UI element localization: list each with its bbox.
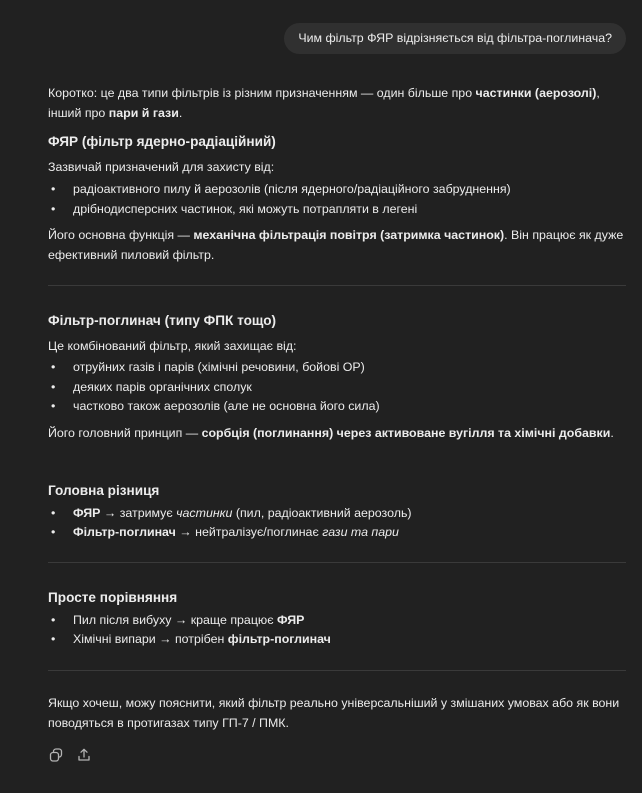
list-item: • радіоактивного пилу й аерозолів (після ядерного/радіаційного забруднення)	[48, 180, 626, 200]
user-message-text: Чим фільтр ФЯР відрізняється від фільтра-поглинача?	[298, 31, 612, 45]
intro-bold-particles: частинки (аерозолі)	[475, 86, 597, 100]
list-item: • деяких парів органічних сполук	[48, 378, 626, 398]
paragraph-text: .	[610, 425, 614, 440]
bold-text: ФЯР	[73, 505, 101, 520]
paragraph-text: . Він працює як дуже ефективний пиловий фільтр.	[48, 228, 624, 262]
italic-text: гази та пари	[322, 525, 399, 539]
bold-text: Фільтр-поглинач	[73, 525, 176, 539]
list-item	[48, 523, 626, 543]
list-item: • дрібнодисперсних частинок, які можуть потрапляти в легені	[48, 200, 626, 220]
divider	[48, 562, 626, 563]
item-text: → затримує	[100, 505, 177, 520]
section-heading-absorber: Фільтр-поглинач (типу ФПК тощо)	[48, 313, 277, 328]
list-item	[48, 504, 626, 524]
function-paragraph	[48, 225, 626, 265]
divider	[48, 285, 626, 286]
bold-text: сорбція (поглинання) через активоване вугілля та хімічні добавки	[201, 425, 611, 440]
paragraph-text: Його головний принцип —	[48, 425, 202, 440]
bullet-list	[48, 358, 626, 417]
list-item: • частково також аерозолів (але не основна його сила)	[48, 397, 626, 417]
share-icon[interactable]	[76, 747, 92, 763]
assistant-response	[48, 83, 626, 733]
user-message-bubble	[284, 23, 626, 54]
italic-text: частинки	[176, 505, 233, 520]
bullet-list	[48, 504, 626, 543]
item-text: (пил, радіоактивний аерозоль)	[232, 505, 412, 520]
intro-text: , інший про	[48, 86, 600, 120]
closing-paragraph: Якщо хочеш, можу пояснити, який фільтр реально універсальніший у змішаних умовах або як вони поводяться в протигазах типу ГП-7 / ПМК.	[48, 695, 620, 730]
paragraph-text: Його основна функція —	[48, 228, 194, 242]
principle-paragraph	[48, 423, 626, 443]
intro-bold-gases: пари й гази	[108, 106, 179, 120]
divider	[48, 670, 626, 671]
bold-text: механічна фільтрація повітря (затримка частинок)	[193, 228, 505, 242]
section-heading-simple-comparison: Просте порівняння	[48, 589, 178, 605]
section-heading-fyar: ФЯР (фільтр ядерно-радіаційний)	[48, 134, 276, 149]
bold-text: фільтр-поглинач	[227, 632, 331, 646]
message-actions	[48, 747, 92, 763]
bold-text: ФЯР	[276, 612, 305, 627]
section-lead: Це комбінований фільтр, який захищає від:	[48, 339, 297, 353]
intro-text: Коротко: це два типи фільтрів із різним призначенням — один більше про	[48, 86, 476, 100]
intro-paragraph	[48, 83, 626, 123]
bullet-list	[48, 611, 626, 650]
list-item	[48, 611, 626, 631]
item-text: → нейтралізує/поглинає	[175, 525, 323, 539]
item-text: Хімічні випари → потрібен	[73, 632, 228, 646]
section-lead: Зазвичай призначений для захисту від:	[48, 160, 275, 174]
list-item	[48, 630, 626, 650]
bullet-list	[48, 180, 626, 219]
intro-text: .	[178, 106, 183, 120]
section-heading-main-difference: Головна різниця	[48, 482, 160, 498]
copy-icon[interactable]	[48, 747, 64, 763]
list-item: • отруйних газів і парів (хімічні речовини, бойові ОР)	[48, 358, 626, 378]
item-text: Пил після вибуху → краще працює	[73, 612, 277, 627]
